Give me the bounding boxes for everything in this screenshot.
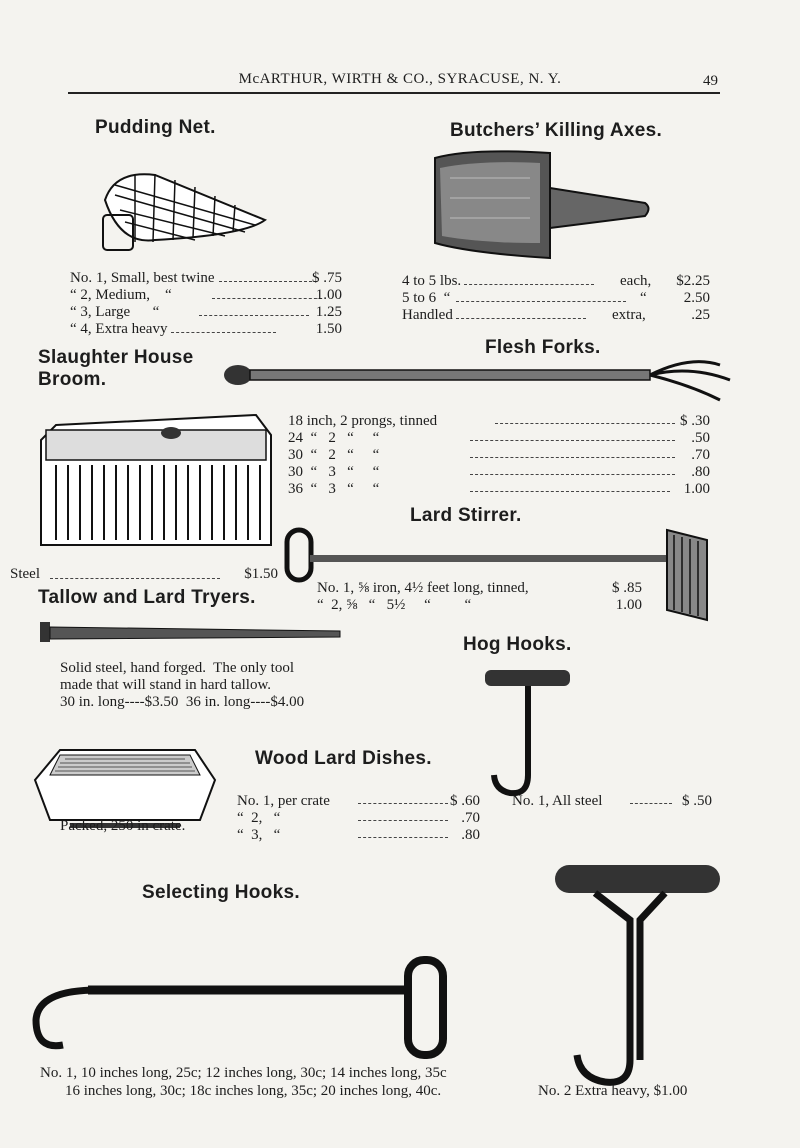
flesh-fork-image	[220, 355, 740, 410]
header-rule	[68, 92, 720, 94]
flesh-fork-price-1: $ .30	[680, 413, 710, 429]
selecting-hooks-line-1: No. 1, 10 inches long, 25c; 12 inches long, 30c; 14 inches long, 35c	[40, 1065, 447, 1081]
broom-price: $1.50	[244, 566, 278, 582]
selecting-hooks-title: Selecting Hooks.	[142, 882, 300, 903]
flesh-fork-price-5: 1.00	[683, 481, 710, 497]
pudding-net-price-2: 1.00	[315, 287, 342, 303]
selecting-hook-heavy-image	[555, 860, 725, 1100]
pudding-net-title: Pudding Net.	[95, 117, 216, 138]
axe-row-2: 5 to 6 “	[402, 290, 626, 307]
lard-dish-price-2: .70	[461, 810, 480, 826]
hog-hook-label: No. 1, All steel	[512, 793, 603, 809]
flesh-fork-price-4: .80	[691, 464, 710, 480]
tryer-image	[40, 617, 350, 647]
lard-dish-leader-3	[358, 833, 448, 838]
hog-hooks-title: Hog Hooks.	[463, 634, 572, 655]
broom-title-line1: Slaughter House	[38, 347, 194, 368]
lard-dishes-packed: Packed, 250 in crate.	[60, 818, 186, 834]
hog-hook-price: $ .50	[682, 793, 712, 809]
broom-label: Steel	[10, 566, 40, 582]
pudding-net-row-3: “ 3, Large “	[70, 304, 309, 321]
flesh-fork-row-3: 30 “ 2 “ “	[288, 447, 380, 463]
flesh-fork-row-2: 24 “ 2 “ “	[288, 430, 380, 446]
flesh-forks-title: Flesh Forks.	[485, 337, 601, 358]
lard-stirrer-title: Lard Stirrer.	[410, 505, 522, 526]
broom-image	[36, 405, 280, 565]
flesh-fork-leader-4	[470, 470, 675, 475]
page-number: 49	[703, 73, 718, 89]
pudding-net-row-2: “ 2, Medium, “	[70, 287, 322, 304]
axe-row-3: Handled	[402, 307, 586, 324]
pudding-net-image	[95, 160, 275, 255]
lard-stirrer-row-1: No. 1, ⅝ iron, 4½ feet long, tinned,	[317, 580, 529, 596]
lard-stirrer-price-1: $ .85	[612, 580, 642, 596]
pudding-net-price-4: 1.50	[315, 321, 342, 337]
lard-dish-row-1: No. 1, per crate	[237, 793, 330, 809]
broom-leader	[50, 574, 220, 579]
lard-dish-row-3: “ 3, “	[237, 827, 281, 843]
tryers-desc-1: Solid steel, hand forged. The only tool	[60, 660, 295, 676]
axe-unit-2: “	[640, 290, 647, 306]
tryers-desc-3: 30 in. long----$3.50 36 in. long----$4.00	[60, 694, 305, 710]
axe-price-1: $2.25	[676, 273, 710, 289]
page-header: McARTHUR, WIRTH & CO., SYRACUSE, N. Y.	[238, 71, 562, 87]
axe-unit-3: extra,	[612, 307, 646, 323]
lard-stirrer-price-2: 1.00	[615, 597, 642, 613]
pudding-net-row-1: No. 1, Small, best twine	[70, 270, 317, 287]
hog-hook-leader	[630, 799, 672, 804]
lard-dish-leader-2	[358, 816, 448, 821]
hog-hook-image	[480, 665, 580, 805]
flesh-fork-row-4: 30 “ 3 “ “	[288, 464, 380, 480]
lard-dish-price-1: $ .60	[450, 793, 480, 809]
axe-price-3: .25	[691, 307, 710, 323]
lard-dish-leader-1	[358, 799, 448, 804]
selecting-hooks-line-2: 16 inches long, 30c; 18c inches long, 35c; 20 inches long, 40c.	[65, 1083, 442, 1099]
flesh-fork-leader-1	[495, 419, 675, 424]
flesh-fork-price-3: .70	[691, 447, 710, 463]
flesh-fork-row-1: 18 inch, 2 prongs, tinned	[288, 413, 438, 429]
flesh-fork-row-5: 36 “ 3 “ “	[288, 481, 380, 497]
lard-dish-row-2: “ 2, “	[237, 810, 281, 826]
tryers-desc-2: made that will stand in hard tallow.	[60, 677, 272, 693]
axe-price-2: 2.50	[683, 290, 710, 306]
flesh-fork-leader-5	[470, 487, 670, 492]
pudding-net-price-1: $ .75	[312, 270, 342, 286]
pudding-net-price-3: 1.25	[315, 304, 342, 320]
flesh-fork-price-2: .50	[691, 430, 710, 446]
lard-dishes-title: Wood Lard Dishes.	[255, 748, 432, 769]
flesh-fork-leader-3	[470, 453, 675, 458]
broom-title-line2: Broom.	[38, 369, 107, 390]
pudding-net-row-4: “ 4, Extra heavy	[70, 321, 276, 338]
butchers-axes-title: Butchers’ Killing Axes.	[450, 120, 663, 141]
axe-image	[430, 148, 660, 263]
selecting-hook-image	[28, 950, 458, 1060]
flesh-fork-leader-2	[470, 436, 675, 441]
lard-stirrer-row-2: “ 2, ⅝ “ 5½ “ “	[317, 597, 472, 613]
axe-unit-1: each,	[620, 273, 652, 289]
selecting-hooks-extra: No. 2 Extra heavy, $1.00	[538, 1083, 688, 1099]
axe-row-1: 4 to 5 lbs.	[402, 273, 594, 290]
tryers-title: Tallow and Lard Tryers.	[38, 587, 256, 608]
lard-dish-price-3: .80	[461, 827, 480, 843]
